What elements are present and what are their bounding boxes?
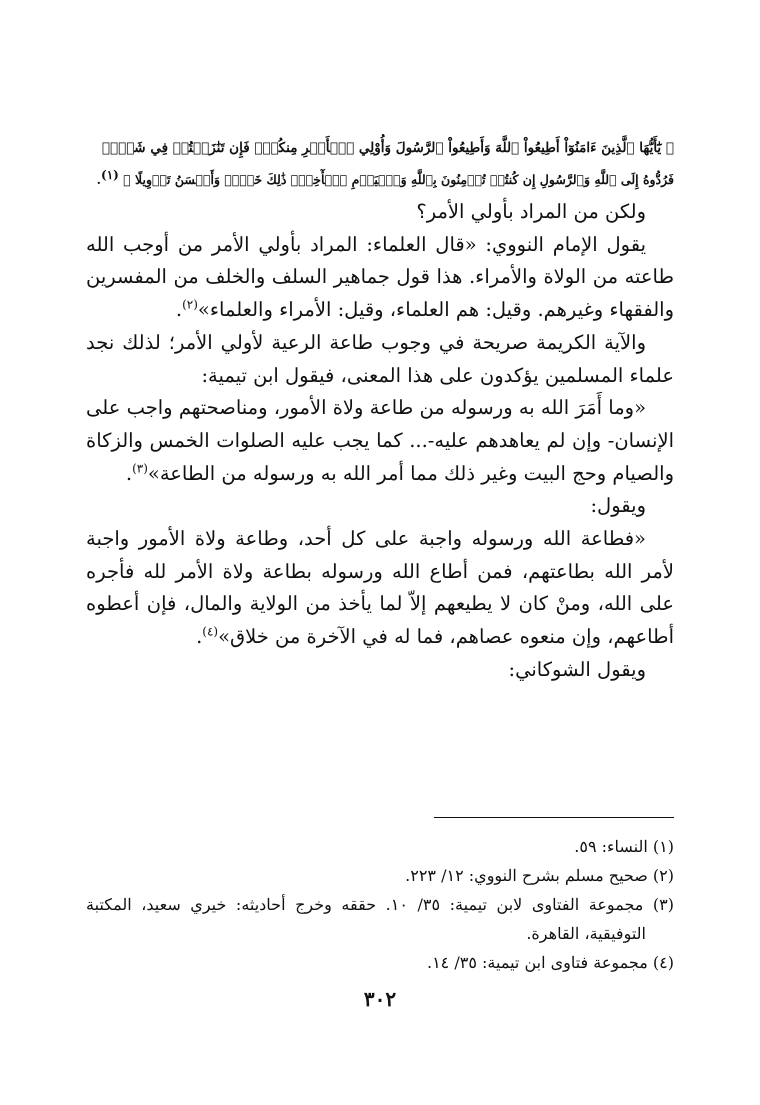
footnote-1: (١) النساء: ٥٩. [574, 837, 674, 856]
footnote-ref-1: (١) [101, 167, 119, 182]
paragraph-ibn-taymiyyah-2 [86, 523, 674, 654]
paragraph-he-says: ويقول: [590, 494, 646, 518]
paragraph-ibn-taymiyyah-1-end: . [125, 461, 133, 485]
verse-end: . [96, 172, 102, 187]
main-text [86, 132, 674, 687]
verse-line-2 [86, 164, 674, 196]
paragraph-ibn-taymiyyah-2-end: . [196, 625, 203, 649]
footnote-ref-4: (٤) [202, 624, 219, 639]
paragraph-nawawi-text: يقول الإمام النووي: «قال العلماء: المراد بأولي الأمر من أوجب الله طاعته من الولاة والأمراء. هذا قول جماهير السلف والخلف من المفسرين والفقهاء وغيرهم. وقيل: هم العلماء، وقيل: الأمراء والعلماء» [86, 232, 674, 322]
footnote-ref-3: (٣) [132, 461, 148, 476]
paragraph-nawawi [86, 229, 674, 327]
footnote-3: (٣) مجموعة الفتاوى لابن تيمية: ٣٥/ ١٠. حققه وخرج أحاديثه: خيري سعيد، المكتبة التوفيقية، القاهرة. [86, 895, 674, 943]
paragraph-ibn-taymiyyah-1-text: «وما أَمَرَ الله به ورسوله من طاعة ولاة الأمور، ومناصحتهم واجب على الإنسان- وإن لم يعاهدهم عليه-... كما يجب عليه الصلوات الخمس والزكاة والصيام وحج البيت وغير ذلك مما أمر الله به ورسوله من الطاعة» [86, 396, 674, 485]
paragraph-question: ولكن من المراد بأولي الأمر؟ [416, 200, 646, 223]
verse-line-2-text: فَرُدُّوهُ إِلَى ٱللَّهِ وَٱلرَّسُولِ إِن كُنتُمۡ تُؤۡمِنُونَ بِٱللَّهِ وَٱلۡيَوۡمِ ٱلۡأٓخِرِۚ ذَٰلِكَ خَيۡرٞ وَأَحۡسَنُ تَأۡوِيلًا ﴾ [123, 172, 674, 187]
footnote-ref-2: (٢) [182, 297, 198, 312]
page-number: ٣٠٢ [363, 987, 397, 1011]
verse-line-1: ﴿ يَٰٓأَيُّهَا ٱلَّذِينَ ءَامَنُوٓاْ أَطِيعُواْ ٱللَّهَ وَأَطِيعُواْ ٱلرَّسُولَ وَأُوْلِي ٱلۡأَمۡرِ مِنكُمۡۖ فَإِن تَنَٰزَعۡتُمۡ فِي شَيۡءٖ [101, 140, 674, 156]
footnote-4: (٤) مجموعة فتاوى ابن تيمية: ٣٥/ ١٤. [426, 953, 674, 972]
footnotes [86, 832, 674, 977]
paragraph-nawawi-end: . [175, 298, 183, 322]
footnote-separator [434, 817, 674, 818]
paragraph-verse-explicit: والآية الكريمة صريحة في وجوب طاعة الرعية لأولي الأمر؛ لذلك نجد علماء المسلمين يؤكدون على هذا المعنى، فيقول ابن تيمية: [86, 330, 674, 387]
quran-verse [86, 132, 674, 196]
paragraph-ibn-taymiyyah-1 [86, 392, 674, 490]
paragraph-ibn-taymiyyah-2-text: «فطاعة الله ورسوله واجبة على كل أحد، وطاعة ولاة الأمور واجبة لأمر الله بطاعتهم، فمن أطاع الله ورسوله بطاعة ولاة الأمر لله فأجره على الله، ومنْ كان لا يطيعهم إلاّ لما يأخذ من الولاية والمال، فإن أعطوه أطاعهم، وإن منعوه عصاهم، فما له في الآخرة من خلاق» [86, 527, 674, 649]
paragraph-shawkani: ويقول الشوكاني: [508, 657, 646, 681]
footnote-2: (٢) صحيح مسلم بشرح النووي: ١٢/ ٢٢٣. [405, 866, 674, 885]
